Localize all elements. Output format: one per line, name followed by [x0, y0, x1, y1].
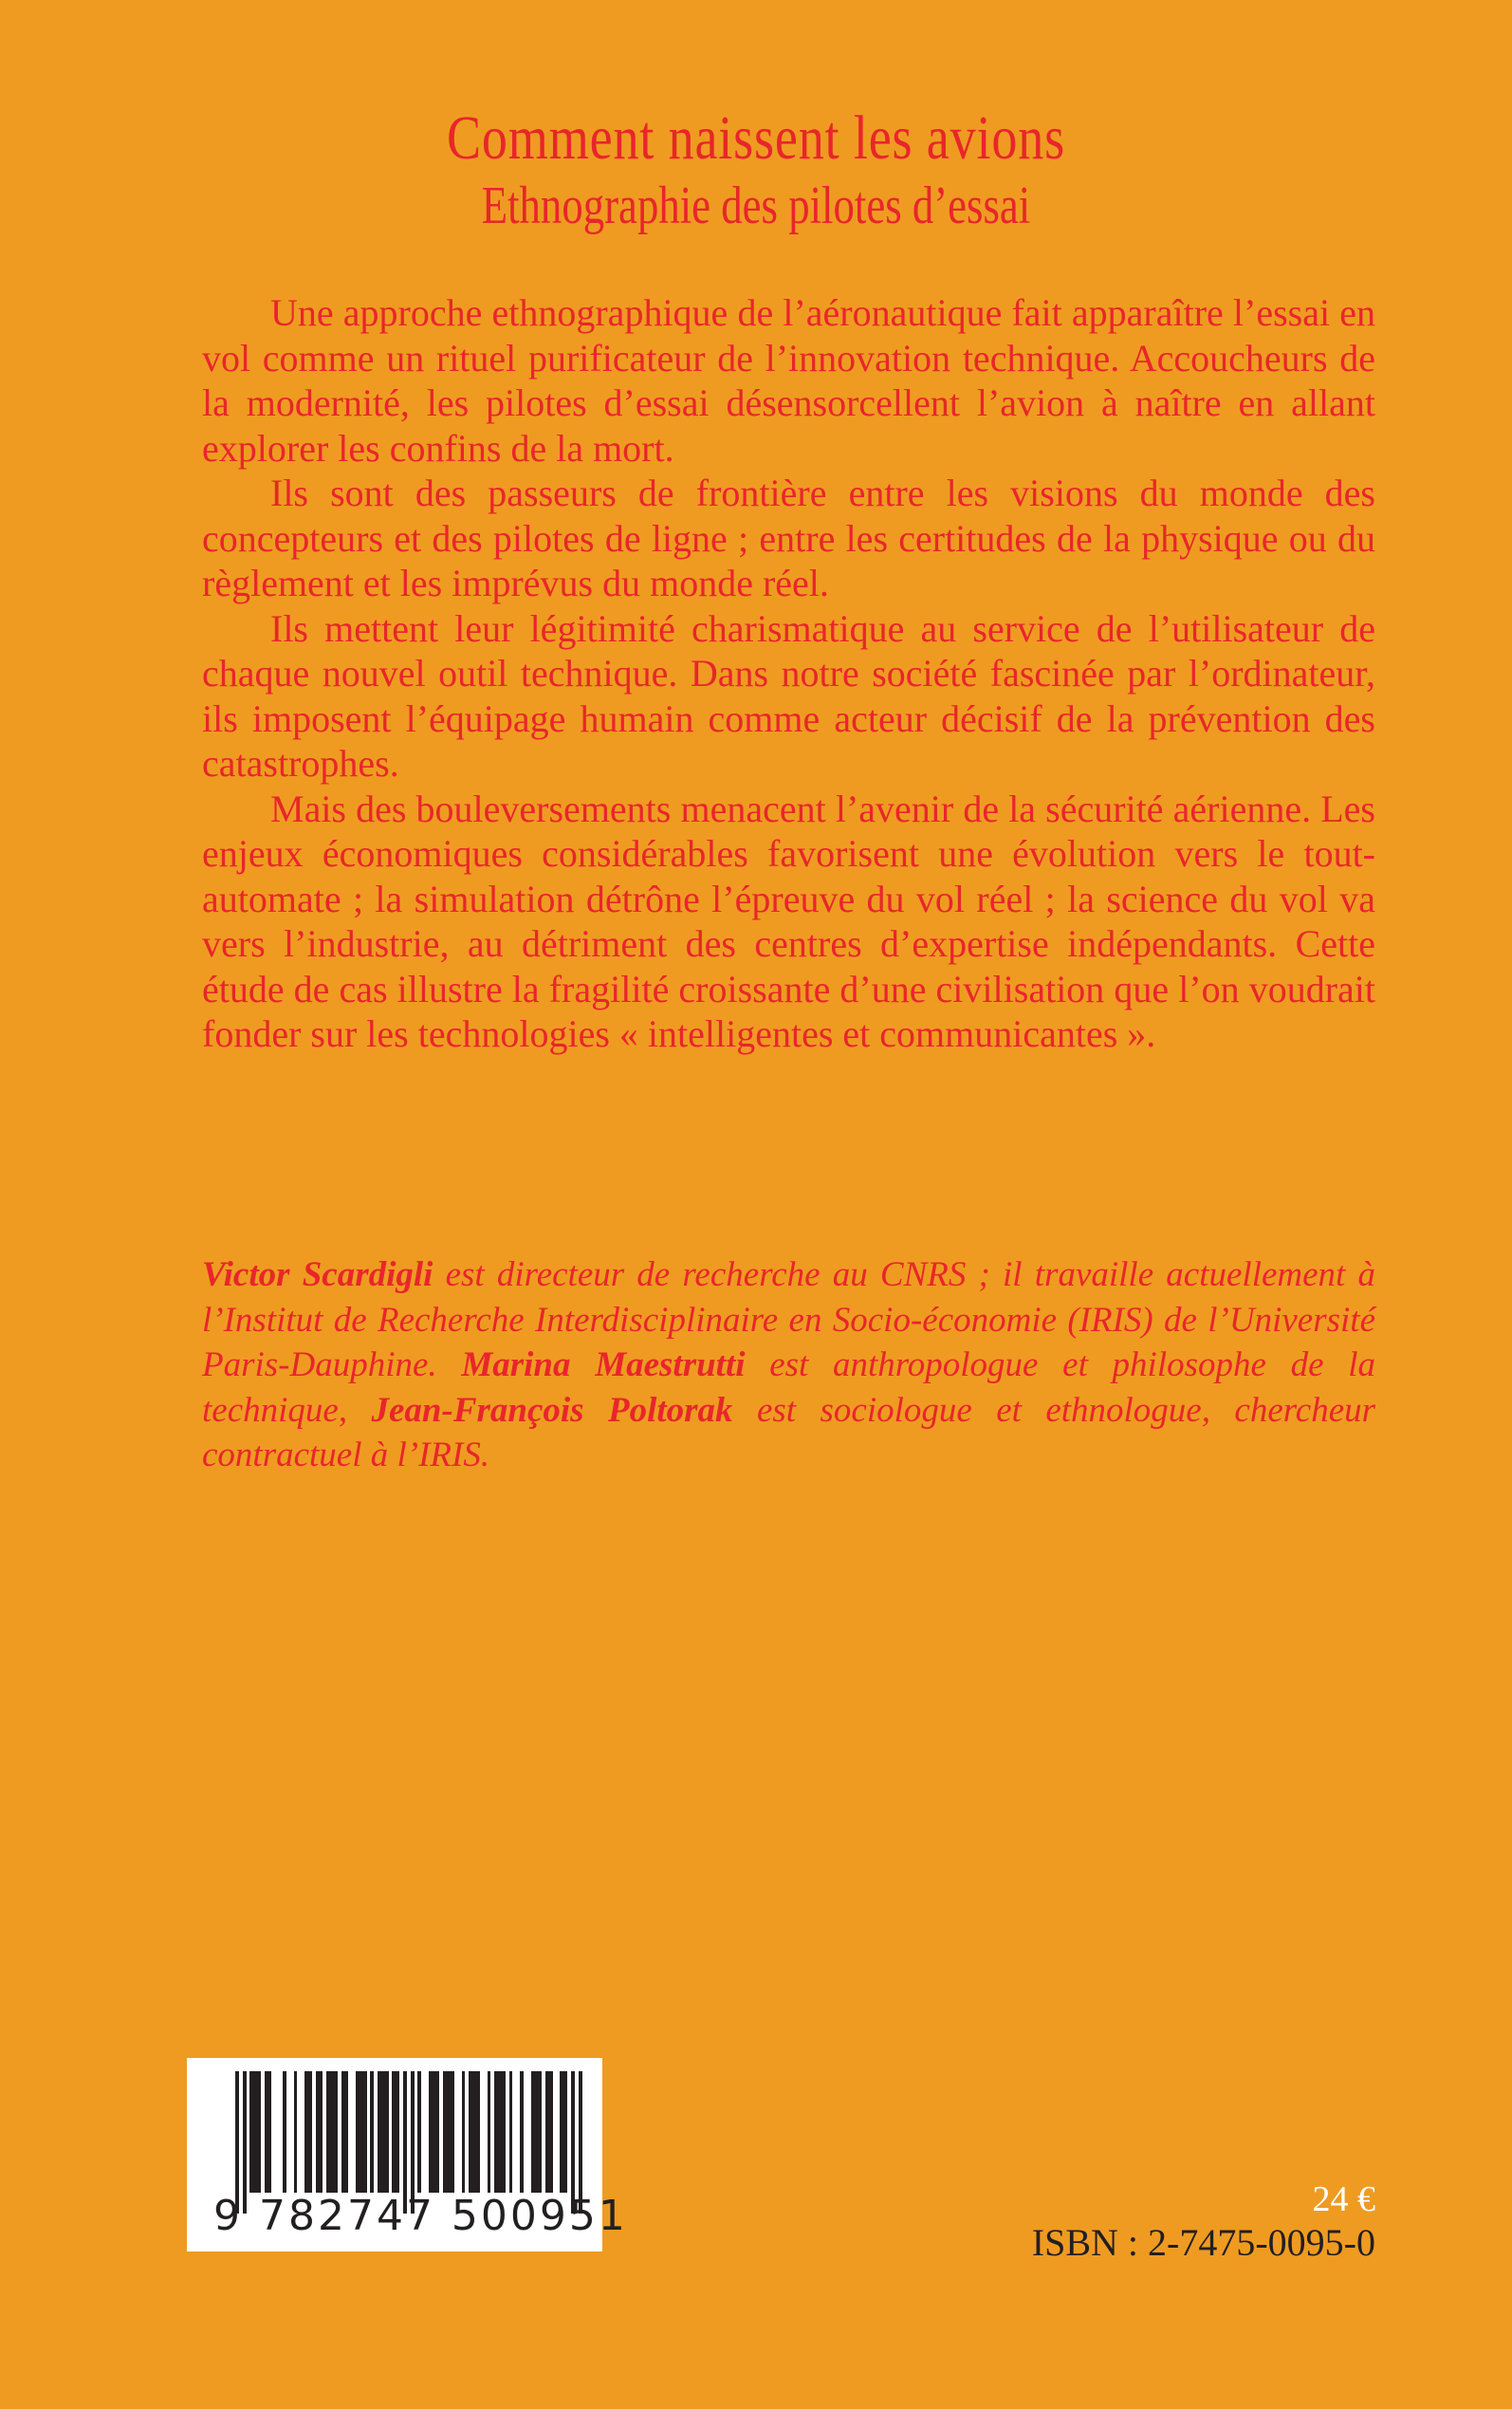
barcode-bar [494, 2071, 506, 2193]
barcode-bar [462, 2071, 466, 2193]
barcode-bar [265, 2071, 272, 2193]
author-description: est directeur de recherche au CNRS ; il travaille actuellement à l’Institut de Recherche Interdisciplinaire en Socio-économie (IRIS) de l’Université Paris-Dauphine. [202, 1255, 1375, 1384]
barcode-bar [560, 2071, 567, 2193]
book-title: Comment naissent les avions [447, 103, 1065, 173]
blurb-paragraph: Ils mettent leur légitimité charismatique au service de l’utilisateur de chaque nouvel outil technique. Dans notre société fascinée par l’ordinateur, ils imposent l’équipage humain comme acteur décisif de la prévention des catastrophes. [202, 606, 1375, 785]
blurb-paragraph: Ils sont des passeurs de frontière entre les visions du monde des concepteurs et des pilotes de ligne ; entre les certitudes de la physique ou du règlement et les imprévus du monde réel. [202, 472, 1375, 604]
author-name: Marina Maestrutti [461, 1345, 746, 1384]
author-description: est anthropologue et philosophe de la technique, [202, 1345, 1375, 1430]
barcode-bar [545, 2071, 553, 2193]
author-name: Jean-François Poltorak [371, 1390, 733, 1430]
title-block [0, 102, 1512, 237]
author-name: Victor Scardigli [202, 1255, 433, 1294]
barcode-bar [370, 2071, 374, 2193]
price: 24 € [1312, 2179, 1375, 2219]
book-subtitle: Ethnographie des pilotes d’essai [481, 176, 1031, 235]
barcode-bar [249, 2071, 261, 2193]
barcode-bar [469, 2071, 480, 2193]
barcode-bar [520, 2071, 524, 2193]
barcode-bar [531, 2071, 543, 2193]
barcode-bar [443, 2071, 454, 2193]
barcode [187, 2058, 628, 2251]
barcode-bar [378, 2071, 389, 2193]
barcode-bar [341, 2071, 349, 2193]
author-description: est sociologue et ethnologue, chercheur contractuel à l’IRIS. [202, 1390, 1376, 1474]
barcode-bar [429, 2071, 440, 2193]
blurb-paragraph: Mais des bouleversements menacent l’avenir de la sécurité aérienne. Les enjeux économiques considérables favorisent une évolution vers le tout-automate ; la simulation détrône l’épreuve du vol réel ; la science du vol va vers l’industrie, au détriment des centres d’expertise indépendants. Cette étude de cas illustre la fragilité croissante d’une civilisation que l’on voudrait fonder sur les technologies « intelligentes et communicantes ». [202, 787, 1375, 1055]
blurb-paragraph: Une approche ethnographique de l’aéronautique fait apparaître l’essai en vol comme un rituel purificateur de l’innovation technique. Accoucheurs de la modernité, les pilotes d’essai désensorcellent l’avion à naître en allant explorer les confins de la mort. [202, 291, 1375, 470]
barcode-bar [294, 2071, 298, 2193]
barcode-bar [283, 2071, 286, 2193]
barcode-bar [316, 2071, 323, 2193]
barcode-bar [417, 2071, 421, 2193]
barcode-bar [509, 2071, 513, 2193]
barcode-bar [304, 2071, 312, 2193]
author-bio [202, 1252, 1375, 1478]
isbn: ISBN : 2-7475-0095-0 [1031, 2221, 1375, 2264]
barcode-bar [356, 2071, 367, 2193]
barcode-bar [326, 2071, 338, 2193]
barcode-digits: 9 782747 500951 [213, 2192, 628, 2240]
barcode-bar [488, 2071, 491, 2193]
blurb [202, 290, 1375, 1057]
barcode-bar [392, 2071, 399, 2193]
